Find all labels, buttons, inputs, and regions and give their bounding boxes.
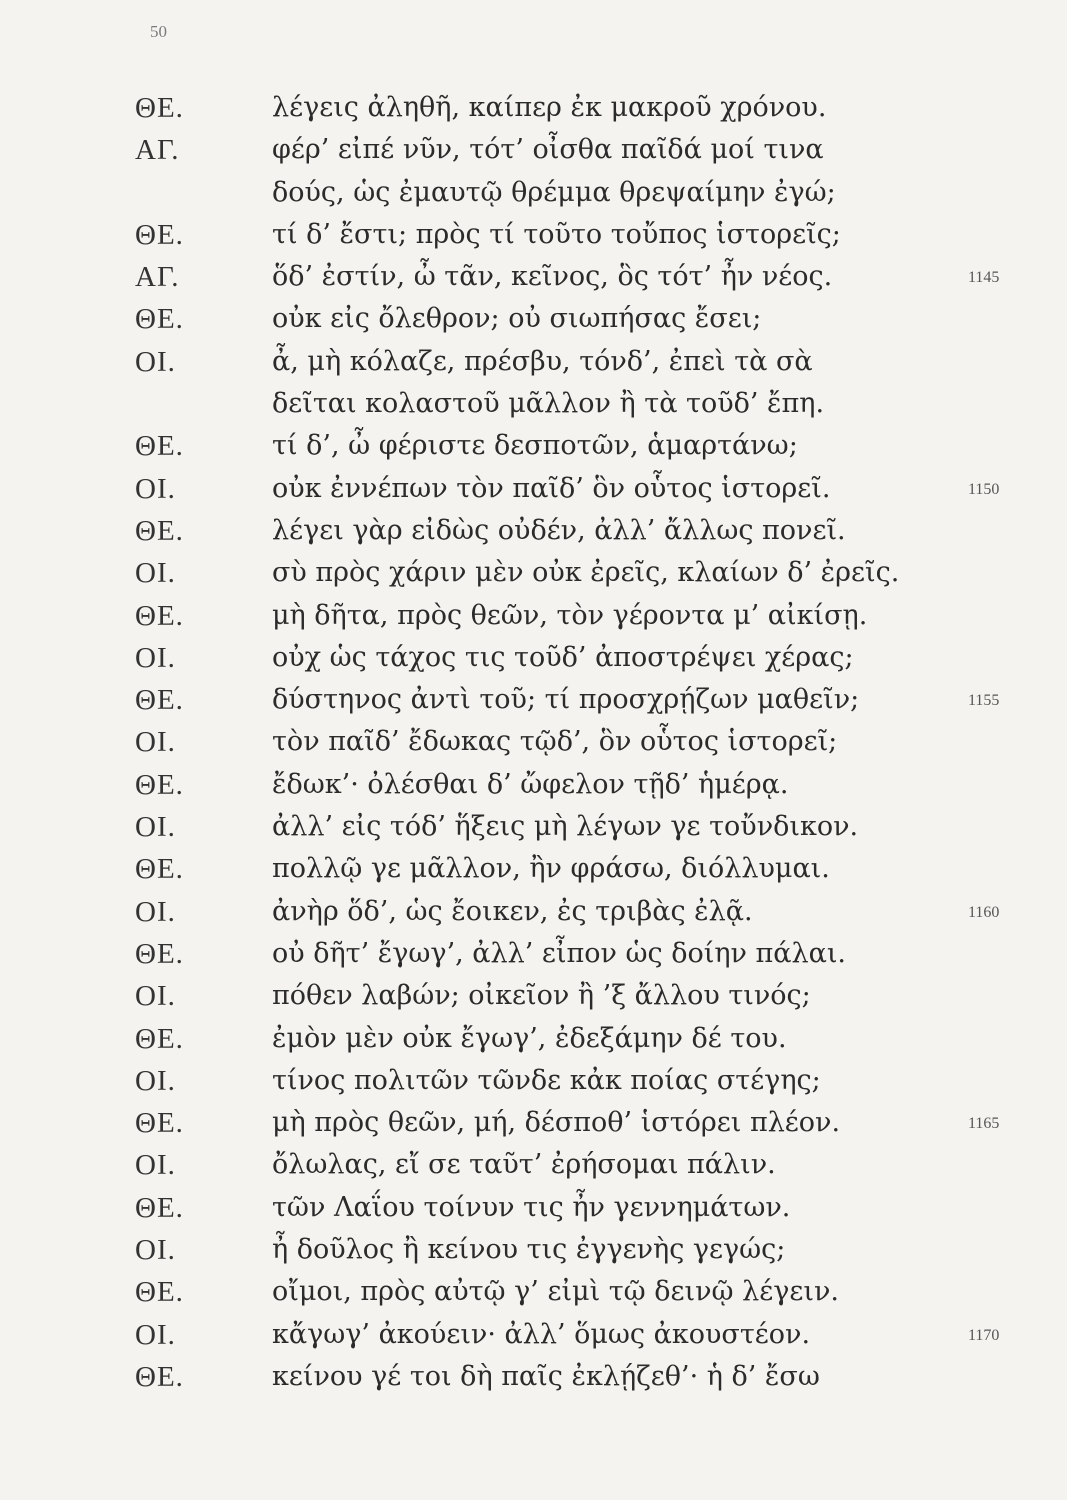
verse-text: οὐκ ἐννέπων τὸν παῖδ’ ὃν οὗτος ἱστορεῖ. [272, 472, 831, 504]
verse-text: ἔδωκ’· ὀλέσθαι δ’ ὤφελον τῇδ’ ἡμέρᾳ. [272, 768, 789, 800]
verse-line [0, 1361, 1067, 1403]
speaker-label: ΘΕ. [135, 514, 184, 547]
verse-line [0, 92, 1067, 134]
speaker-label: ΘΕ. [135, 1276, 184, 1309]
verse-line [0, 1065, 1067, 1107]
verse-line [0, 1319, 1067, 1361]
verse-line [0, 811, 1067, 853]
verse-line [0, 557, 1067, 599]
verse-line [0, 1149, 1067, 1191]
verse-text: λέγεις ἀληθῆ, καίπερ ἐκ μακροῦ χρόνου. [272, 92, 827, 123]
verse-text: ἆ, μὴ κόλαζε, πρέσβυ, τόνδ’, ἐπεὶ τὰ σὰ [272, 345, 813, 377]
verse-text: δύστηνος ἀντὶ τοῦ; τί προσχρῄζων μαθεῖν; [272, 684, 860, 716]
speaker-label: ΑΓ. [135, 134, 180, 167]
speaker-label: ΟΙ. [135, 472, 176, 505]
verse-text: οὐ δῆτ’ ἔγωγ’, ἀλλ’ εἶπον ὡς δοίην πάλαι. [272, 937, 846, 969]
speaker-label: ΘΕ. [135, 218, 184, 251]
verse-line [0, 346, 1067, 388]
verse-text: πολλῷ γε μᾶλλον, ἢν φράσω, διόλλυμαι. [272, 853, 830, 885]
verse-text: ἐμὸν μὲν οὐκ ἔγωγ’, ἐδεξάμην δέ του. [272, 1022, 787, 1054]
verse-line [0, 1192, 1067, 1234]
verse-line [0, 134, 1067, 176]
speaker-label: ΘΕ. [135, 303, 184, 336]
verse-text: ὄλωλας, εἴ σε ταῦτ’ ἐρήσομαι πάλιν. [272, 1149, 776, 1181]
verse-line [0, 1107, 1067, 1149]
verse-text: δεῖται κολαστοῦ μᾶλλον ἢ τὰ τοῦδ’ ἔπη. [272, 388, 825, 420]
verse-line [0, 1234, 1067, 1276]
verse-text: κείνου γέ τοι δὴ παῖς ἐκλῄζεθ’· ἡ δ’ ἔσω [272, 1360, 820, 1392]
verse-line [0, 261, 1067, 303]
speaker-label: ΘΕ. [135, 92, 184, 124]
verse-text: οὐχ ὡς τάχος τις τοῦδ’ ἀποστρέψει χέρας; [272, 641, 854, 673]
verse-line [0, 430, 1067, 472]
verse-text: τί δ’ ἔστι; πρὸς τί τοῦτο τοὔπος ἱστορεῖς; [272, 218, 841, 250]
verse-text-block [0, 92, 1067, 1403]
speaker-label: ΘΕ. [135, 1360, 184, 1393]
line-number: 1170 [968, 1326, 1000, 1344]
page-number: 50 [150, 22, 167, 41]
line-number: 1165 [968, 1115, 1000, 1133]
verse-text: οἴμοι, πρὸς αὐτῷ γ’ εἰμὶ τῷ δεινῷ λέγειν. [272, 1276, 839, 1308]
verse-line [0, 1023, 1067, 1065]
speaker-label: ΘΕ. [135, 937, 184, 970]
speaker-label: ΘΕ. [135, 1191, 184, 1224]
verse-line [0, 219, 1067, 261]
speaker-label: ΟΙ. [135, 726, 176, 759]
speaker-label: ΟΙ. [135, 1234, 176, 1267]
verse-text: λέγει γὰρ εἰδὼς οὐδέν, ἀλλ’ ἄλλως πονεῖ. [272, 514, 846, 546]
verse-text: κἄγωγ’ ἀκούειν· ἀλλ’ ὅμως ἀκουστέον. [272, 1318, 811, 1350]
speaker-label: ΟΙ. [135, 811, 176, 844]
verse-text: τίνος πολιτῶν τῶνδε κἀκ ποίας στέγης; [272, 1064, 821, 1096]
verse-text: ἦ δοῦλος ἢ κείνου τις ἐγγενὴς γεγώς; [272, 1234, 786, 1266]
line-number: 1155 [968, 692, 1000, 710]
speaker-label: ΘΕ. [135, 599, 184, 632]
verse-line [0, 473, 1067, 515]
speaker-label: ΟΙ. [135, 1149, 176, 1182]
verse-line [0, 303, 1067, 345]
speaker-label: ΘΕ. [135, 1022, 184, 1055]
speaker-label: ΟΙ. [135, 557, 176, 590]
verse-line [0, 515, 1067, 557]
speaker-label: ΘΕ. [135, 684, 184, 717]
verse-line [0, 980, 1067, 1022]
speaker-label: ΑΓ. [135, 261, 180, 294]
speaker-label: ΟΙ. [135, 1318, 176, 1351]
verse-line [0, 853, 1067, 895]
verse-text: σὺ πρὸς χάριν μὲν οὐκ ἐρεῖς, κλαίων δ’ ἐρεῖς. [272, 557, 900, 589]
verse-text: τὸν παῖδ’ ἔδωκας τῷδ’, ὃν οὗτος ἱστορεῖ; [272, 726, 838, 758]
speaker-label: ΘΕ. [135, 853, 184, 886]
verse-line [0, 896, 1067, 938]
line-number: 1160 [968, 903, 1000, 921]
verse-text: οὐκ εἰς ὄλεθρον; οὐ σιωπήσας ἔσει; [272, 303, 762, 335]
verse-text: ἀνὴρ ὅδ’, ὡς ἔοικεν, ἐς τριβὰς ἐλᾷ. [272, 895, 753, 927]
verse-line [0, 769, 1067, 811]
verse-text: τί δ’, ὦ φέριστε δεσποτῶν, ἁμαρτάνω; [272, 430, 798, 462]
line-number: 1145 [968, 269, 1000, 287]
verse-text: μὴ δῆτα, πρὸς θεῶν, τὸν γέροντα μ’ αἰκίσῃ. [272, 599, 868, 631]
verse-text: δούς, ὡς ἐμαυτῷ θρέμμα θρεψαίμην ἐγώ; [272, 176, 836, 208]
verse-line [0, 177, 1067, 219]
verse-line [0, 1276, 1067, 1318]
speaker-label: ΟΙ. [135, 345, 176, 378]
line-number: 1150 [968, 480, 1000, 498]
verse-text: πόθεν λαβών; οἰκεῖον ἢ ’ξ ἄλλου τινός; [272, 980, 811, 1012]
speaker-label: ΘΕ. [135, 430, 184, 463]
verse-line [0, 388, 1067, 430]
verse-text: τῶν Λαΐου τοίνυν τις ἦν γεννημάτων. [272, 1191, 791, 1223]
verse-text: ὅδ’ ἐστίν, ὦ τᾶν, κεῖνος, ὃς τότ’ ἦν νέος. [272, 261, 833, 293]
verse-line [0, 642, 1067, 684]
speaker-label: ΟΙ. [135, 641, 176, 674]
verse-text: ἀλλ’ εἰς τόδ’ ἥξεις μὴ λέγων γε τοὔνδικον. [272, 811, 859, 843]
verse-text: μὴ πρὸς θεῶν, μή, δέσποθ’ ἱστόρει πλέον. [272, 1107, 841, 1139]
verse-line [0, 600, 1067, 642]
speaker-label: ΟΙ. [135, 1064, 176, 1097]
verse-line [0, 938, 1067, 980]
speaker-label: ΘΕ. [135, 768, 184, 801]
verse-line [0, 726, 1067, 768]
speaker-label: ΟΙ. [135, 980, 176, 1013]
verse-line [0, 684, 1067, 726]
speaker-label: ΘΕ. [135, 1107, 184, 1140]
speaker-label: ΟΙ. [135, 895, 176, 928]
verse-text: φέρ’ εἰπέ νῦν, τότ’ οἶσθα παῖδά μοί τινα [272, 134, 824, 166]
